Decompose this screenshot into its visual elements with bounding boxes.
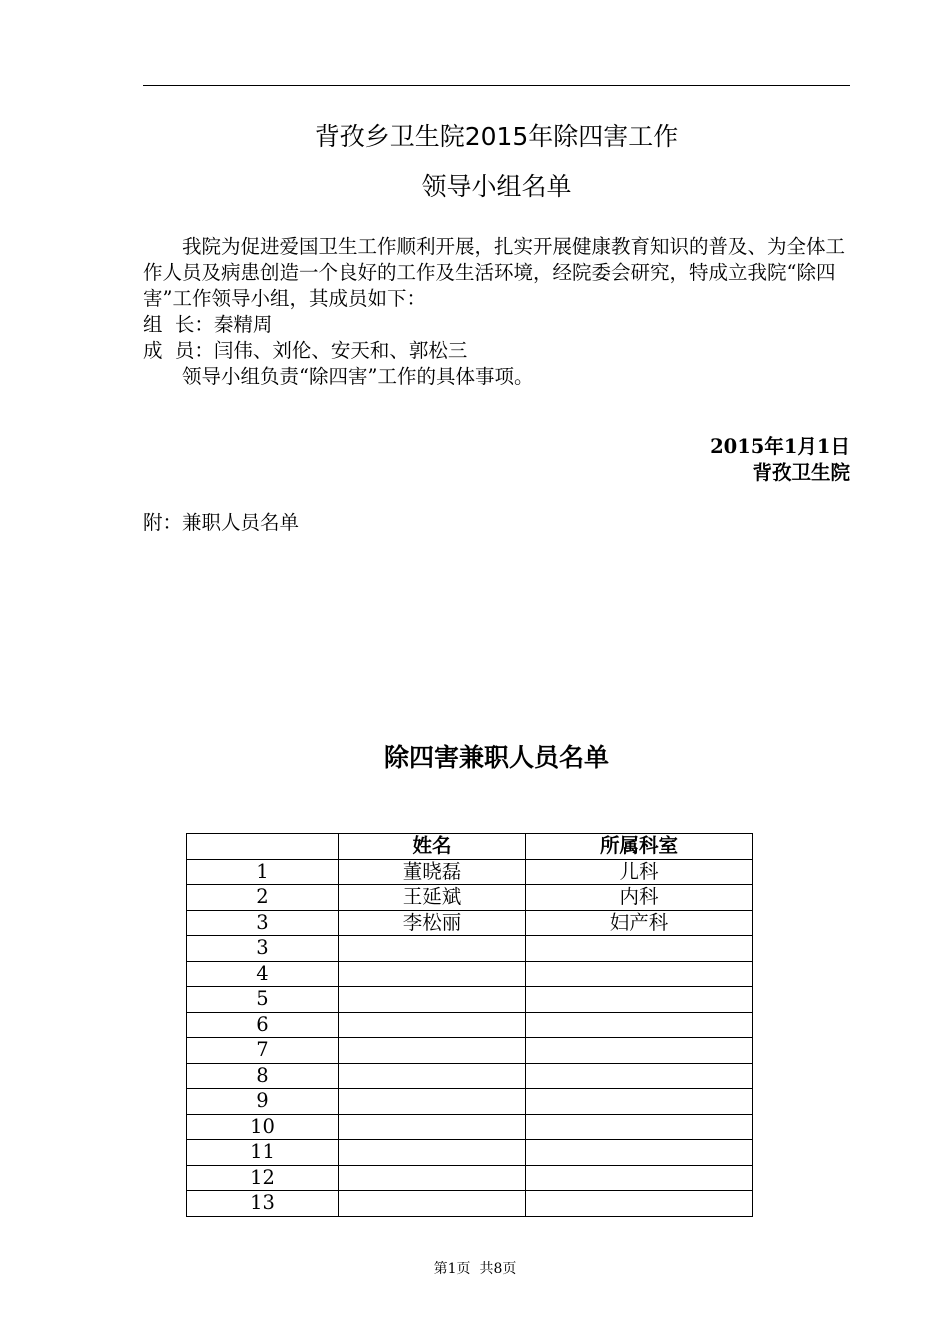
cell-department: [526, 936, 753, 962]
cell-name: [339, 1038, 526, 1064]
cell-name: [339, 961, 526, 987]
cell-index: 3: [187, 936, 339, 962]
cell-name: [339, 936, 526, 962]
page-footer: 第1页 共8页: [433, 1261, 517, 1277]
table-row: [187, 1165, 753, 1191]
cell-department: 妇产科: [526, 910, 753, 936]
cell-name: [339, 1012, 526, 1038]
cell-department: [526, 987, 753, 1013]
cell-index: 9: [187, 1089, 339, 1115]
header-cell-index: [187, 834, 339, 860]
attachment-note: 附：兼职人员名单: [143, 511, 300, 534]
signature-date: 2015年1月1日: [710, 435, 850, 458]
table-header-row: [187, 834, 753, 860]
members-line: 成 员：闫伟、刘伦、安天和、郭松三: [143, 339, 468, 362]
cell-department: [526, 1012, 753, 1038]
header-cell-name: 姓名: [339, 834, 526, 860]
cell-department: [526, 1063, 753, 1089]
cell-department: 内科: [526, 885, 753, 911]
cell-name: [339, 1140, 526, 1166]
table-row: [187, 987, 753, 1013]
signature-org: 背孜卫生院: [752, 461, 850, 484]
cell-index: 5: [187, 987, 339, 1013]
table-row: [187, 1089, 753, 1115]
cell-name: [339, 987, 526, 1013]
table-row: [187, 1191, 753, 1217]
header-cell-department: 所属科室: [526, 834, 753, 860]
cell-name: [339, 1191, 526, 1217]
duty-line: 领导小组负责“除四害”工作的具体事项。: [182, 365, 534, 388]
cell-index: 13: [187, 1191, 339, 1217]
cell-index: 6: [187, 1012, 339, 1038]
table-row: [187, 1140, 753, 1166]
cell-name: [339, 1114, 526, 1140]
cell-index: 8: [187, 1063, 339, 1089]
table-row: [187, 936, 753, 962]
cell-name: [339, 1165, 526, 1191]
intro-paragraph: 我院为促进爱国卫生工作顺利开展，扎实开展健康教育知识的普及、为全体工作人员及病患创造一个良好的工作及生活环境，经院委会研究，特成立我院“除四害”工作领导小组，其成员如下：: [143, 235, 846, 310]
cell-name: [339, 1063, 526, 1089]
cell-index: 1: [187, 859, 339, 885]
table-row: [187, 910, 753, 936]
leader-line: 组 长：秦精周: [143, 313, 273, 336]
document-title: 背孜乡卫生院2015年除四害工作: [314, 122, 679, 151]
table-row: [187, 1063, 753, 1089]
cell-department: [526, 1038, 753, 1064]
cell-department: [526, 1140, 753, 1166]
table-row: [187, 1012, 753, 1038]
cell-name: 李松丽: [339, 910, 526, 936]
table-row: [187, 1038, 753, 1064]
cell-name: 王延斌: [339, 885, 526, 911]
cell-name: [339, 1089, 526, 1115]
cell-department: [526, 1165, 753, 1191]
notice-body: [143, 234, 850, 390]
document-subtitle: 领导小组名单: [421, 172, 572, 201]
staff-table: [186, 833, 753, 1217]
cell-department: [526, 961, 753, 987]
cell-index: 11: [187, 1140, 339, 1166]
cell-index: 3: [187, 910, 339, 936]
header-rule: [143, 85, 850, 86]
cell-index: 2: [187, 885, 339, 911]
table-row: [187, 1114, 753, 1140]
cell-department: [526, 1089, 753, 1115]
table-row: [187, 859, 753, 885]
cell-index: 4: [187, 961, 339, 987]
cell-department: 儿科: [526, 859, 753, 885]
staff-list-title: 除四害兼职人员名单: [383, 743, 609, 772]
table-row: [187, 961, 753, 987]
cell-department: [526, 1114, 753, 1140]
cell-index: 10: [187, 1114, 339, 1140]
cell-index: 7: [187, 1038, 339, 1064]
cell-department: [526, 1191, 753, 1217]
table-row: [187, 885, 753, 911]
cell-index: 12: [187, 1165, 339, 1191]
cell-name: 董晓磊: [339, 859, 526, 885]
